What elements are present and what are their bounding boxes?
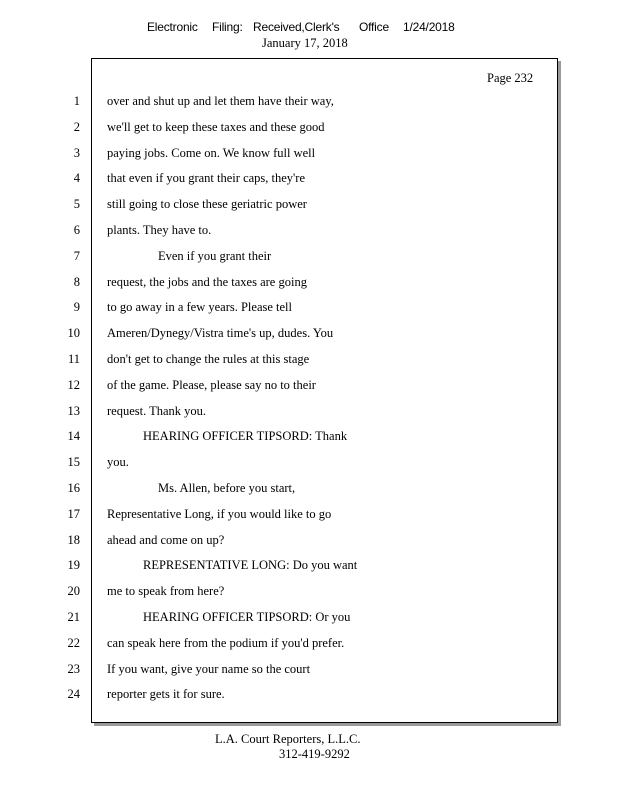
line-text: Ms. Allen, before you start, — [158, 481, 296, 495]
line-number: 6 — [73, 223, 80, 237]
line-number: 3 — [73, 146, 80, 160]
filing-stamp-word: Received,Clerk's — [253, 20, 340, 34]
line-text: Representative Long, if you would like to go — [107, 507, 332, 521]
line-number: 12 — [67, 378, 80, 392]
line-number: 10 — [67, 326, 80, 340]
line-text: don't get to change the rules at this stage — [107, 352, 310, 366]
line-text: paying jobs. Come on. We know full well — [107, 146, 316, 160]
line-number: 19 — [67, 558, 80, 572]
reporter-phone: 312-419-9292 — [279, 747, 350, 761]
reporter-firm: L.A. Court Reporters, L.L.C. — [215, 732, 361, 746]
line-text: still going to close these geriatric power — [107, 197, 307, 211]
line-number: 16 — [67, 481, 80, 495]
line-text: plants. They have to. — [107, 223, 212, 237]
line-number: 18 — [67, 533, 80, 547]
line-text: to go away in a few years. Please tell — [107, 300, 293, 314]
line-text: can speak here from the podium if you'd prefer. — [107, 636, 345, 650]
line-number: 15 — [67, 455, 80, 469]
line-number: 8 — [73, 275, 80, 289]
line-text: you. — [107, 455, 129, 469]
line-text: that even if you grant their caps, they're — [107, 171, 306, 185]
line-number: 22 — [67, 636, 80, 650]
line-text: over and shut up and let them have their way, — [107, 94, 334, 108]
line-number: 14 — [67, 429, 80, 443]
line-text: request, the jobs and the taxes are going — [107, 275, 307, 289]
line-number: 23 — [67, 662, 80, 676]
line-number: 9 — [73, 300, 80, 314]
filing-stamp-word: Office — [359, 20, 389, 34]
line-number: 4 — [73, 171, 80, 185]
line-text: of the game. Please, please say no to their — [107, 378, 316, 392]
line-text: If you want, give your name so the court — [107, 662, 311, 676]
line-text: reporter gets it for sure. — [107, 687, 225, 701]
line-text: REPRESENTATIVE LONG: Do you want — [143, 558, 358, 572]
filing-stamp-date: 1/24/2018 — [403, 20, 455, 34]
line-text: HEARING OFFICER TIPSORD: Or you — [143, 610, 351, 624]
line-text: me to speak from here? — [107, 584, 225, 598]
line-text: HEARING OFFICER TIPSORD: Thank — [143, 429, 348, 443]
line-number: 21 — [67, 610, 80, 624]
line-text: Even if you grant their — [158, 249, 272, 263]
line-number: 20 — [67, 584, 80, 598]
line-number: 1 — [73, 94, 80, 108]
line-number: 24 — [67, 687, 80, 701]
line-number: 5 — [73, 197, 80, 211]
line-number: 2 — [73, 120, 80, 134]
page-number: Page 232 — [487, 71, 534, 85]
line-number: 7 — [73, 249, 80, 263]
filing-stamp-word: Electronic — [147, 20, 198, 34]
line-number: 13 — [67, 404, 80, 418]
line-number: 17 — [67, 507, 80, 521]
line-text: request. Thank you. — [107, 404, 207, 418]
line-number: 11 — [67, 352, 80, 366]
line-text: Ameren/Dynegy/Vistra time's up, dudes. You — [107, 326, 334, 340]
line-text: ahead and come on up? — [107, 533, 225, 547]
filing-stamp-word: Filing: — [212, 20, 243, 34]
line-text: we'll get to keep these taxes and these good — [107, 120, 325, 134]
hearing-date: January 17, 2018 — [262, 36, 348, 50]
